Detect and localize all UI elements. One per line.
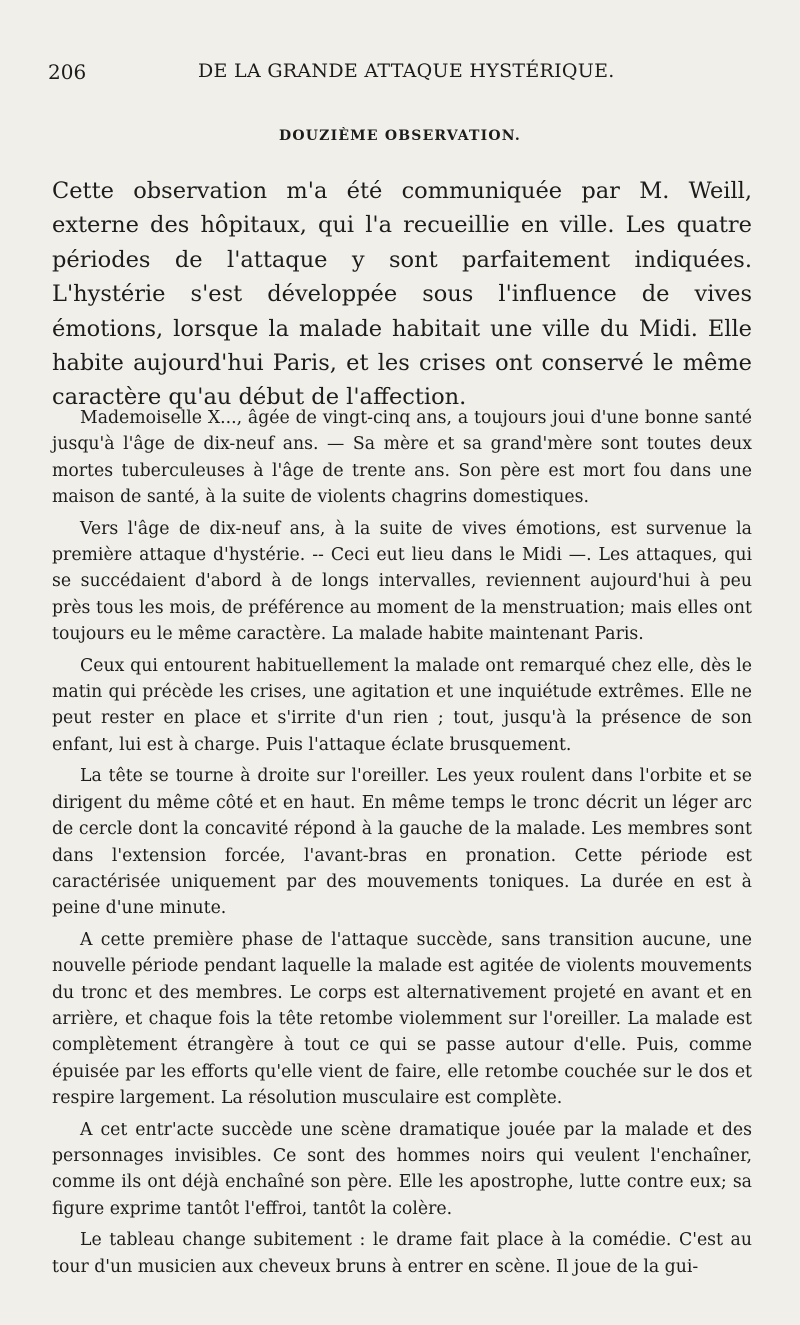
intro-paragraph: Cette observation m'a été communiquée par M. Weill, externe des hôpitaux, qui l'a recueillie en ville. Les quatre périodes de l'attaque y sont parfaitement indiquées. L'hystérie s'est développée sous l'influence de vives émotions, lorsque la malade habitait une ville du Midi. Elle habite aujourd'hui Paris, et les crises ont conservé le même caractère qu'au début de l'affection. (52, 178, 752, 411)
paragraph: Le tableau change subitement : le drame fait place à la comédie. C'est au tour d'un musicien aux cheveux bruns à entrer en scène. Il joue de la gui- (52, 1230, 752, 1277)
paragraph: Ceux qui entourent habituellement la malade ont remarqué chez elle, dès le matin qui précède les crises, une agitation et une inquiétude extrêmes. Elle ne peut rester en place et s'irrite d'un rien ; tout, jusqu'à la présence de son enfant, lui est à charge. Puis l'attaque éclate brusquement. (52, 655, 752, 755)
body-text (52, 405, 752, 1285)
paragraph: Mademoiselle X..., âgée de vingt-cinq ans, a toujours joui d'une bonne santé jusqu'à l'âge de dix-neuf ans. — Sa mère et sa grand'mère sont toutes deux mortes tuberculeuses à l'âge de trente ans. Son père est mort fou dans une maison de santé, à la suite de violents chagrins domestiques. (52, 408, 752, 508)
paragraph: Vers l'âge de dix-neuf ans, à la suite de vives émotions, est survenue la première attaque d'hystérie. -- Ceci eut lieu dans le Midi —. Les attaques, qui se succédaient d'abord à de longs intervalles, reviennent aujourd'hui à peu près tous les mois, de préférence au moment de la menstruation; mais elles ont toujours eu le même caractère. La malade habite maintenant Paris. (52, 518, 752, 645)
page-header (48, 60, 752, 90)
paragraph: La tête se tourne à droite sur l'oreiller. Les yeux roulent dans l'orbite et se dirigent du même côté et en haut. En même temps le tronc décrit un léger arc de cercle dont la concavité répond à la gauche de la malade. Les membres sont dans l'extension forcée, l'avant-bras en pronation. Cette période est caractérisée uniquement par des mouvements toniques. La durée en est à peine d'une minute. (52, 766, 752, 919)
running-head: DE LA GRANDE ATTAQUE HYSTÉRIQUE. (198, 60, 615, 82)
page-number: 206 (48, 60, 87, 84)
section-title: DOUZIÈME OBSERVATION. (279, 128, 521, 144)
paragraph: A cet entr'acte succède une scène dramatique jouée par la malade et des personnages invisibles. Ce sont des hommes noirs qui veulent l'enchaîner, comme ils ont déjà enchaîné son père. Elle les apostrophe, lutte contre eux; sa figure exprime tantôt l'effroi, tantôt la colère. (52, 1119, 752, 1219)
paragraph: A cette première phase de l'attaque succède, sans transition aucune, une nouvelle période pendant laquelle la malade est agitée de violents mouvements du tronc et des membres. Le corps est alternativement projeté en avant et en arrière, et chaque fois la tête retombe violemment sur l'oreiller. La malade est complètement étrangère à tout ce qui se passe autour d'elle. Puis, comme épuisée par les efforts qu'elle vient de faire, elle retombe couchée sur le dos et respire largement. La résolution musculaire est complète. (52, 929, 752, 1109)
